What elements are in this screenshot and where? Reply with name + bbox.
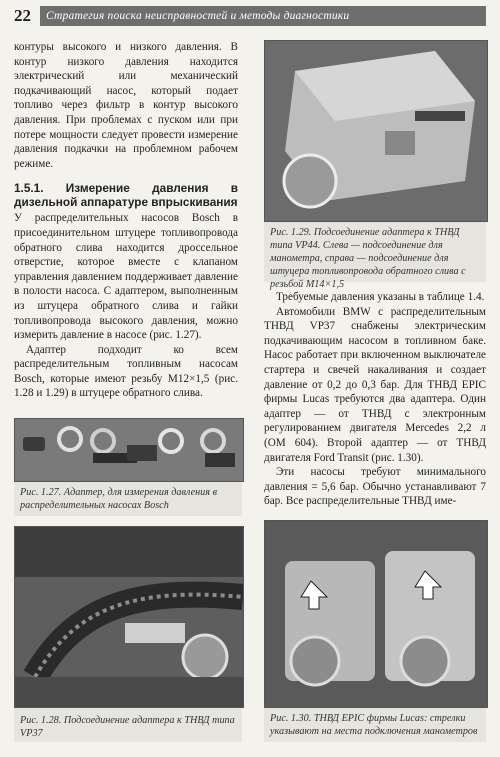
- section-heading: 1.5.1. Измерение давления в дизельной аппаратуре впрыскивания: [14, 181, 238, 210]
- right-paragraph-2: Автомобили BMW с распределительным ТНВД VP37 снабжены электрическим подкачивающим насосом в топливном баке. Насос работает при включенном выключателе стартера и свечей накаливания и создает давление от 0,2 до 0,3 бар. Для ТНВД EPIC фирмы Lucas требуются два адаптера. Один адаптер — от ТНВД с электронным регулированием двигателя Mercedes 2,2 л (ОМ 604). Второй адаптер — от ТНВД двигателя Ford Transit (рис. 1.30).: [264, 305, 486, 464]
- left-paragraph-3: Адаптер подходит ко всем распределительным топливным насосам Bosch, которые имеют резьбу M12×1,5 (рис. 1.28 и 1.29) в штуцере обратного слива.: [14, 343, 238, 400]
- figure-1-30-caption: Рис. 1.30. ТНВД EPIC фирмы Lucas: стрелки указывают на места подключения манометров: [270, 713, 478, 737]
- lucas-epic-pumps-illustration: [265, 521, 487, 707]
- left-paragraph-2: У распределительных насосов Bosch в присоединительном штуцере топливопровода обратного слива находится дроссельное отверстие, которое вместе с клапаном управления давлением поддерживает давление в полости насоса. С адаптером, выполненным из штуцера обратного слива и гайки топливопровода высокого давления, можно измерить давление в насосе (рис. 1.27).: [14, 212, 238, 342]
- figure-1-28-caption: Рис. 1.28. Подсоединение адаптера к ТНВД типа VP37: [20, 715, 235, 739]
- figure-1-28-photo: [14, 526, 244, 708]
- right-paragraph-1: Требуемые давления указаны в таблице 1.4.: [276, 291, 485, 303]
- figure-1-27-caption: Рис. 1.27. Адаптер, для измерения давления в распределительных насосах Bosch: [20, 487, 217, 511]
- adapter-parts-illustration: [15, 419, 243, 481]
- page-header: [14, 4, 486, 28]
- figure-1-30-photo: [264, 520, 488, 708]
- right-paragraph-3: Эти насосы требуют минимального давления = 5,6 бар. Обычно устанавливают 7 бар. Все распределительные ТНВД име-: [264, 466, 486, 508]
- figure-1-29-caption: Рис. 1.29. Подсоединение адаптера к ТНВД типа VP44. Слева — подсоединение для манометра, справа — подсоединение для штуцера топливопровода обратного слива с резьбой M14×1,5: [270, 227, 466, 290]
- vp44-connection-illustration: [265, 41, 487, 221]
- left-column-top: [14, 40, 238, 401]
- vp37-connection-illustration: [15, 527, 243, 707]
- figure-1-29-photo: [264, 40, 488, 222]
- page-number: 22: [14, 6, 31, 25]
- running-title: Стратегия поиска неисправностей и методы диагностики: [40, 6, 486, 26]
- figure-1-27-photo: [14, 418, 244, 482]
- left-paragraph-1: контуры высокого и низкого давления. В контур низкого давления находится электрический или механический подкачивающий насос, который подает топливо через фильтр в контур высокого давления. При проблемах с пуском или при потере мощности следует провести измерение давления подкачки на проблемном рабочем режиме.: [14, 41, 238, 170]
- right-column-text: [264, 290, 486, 509]
